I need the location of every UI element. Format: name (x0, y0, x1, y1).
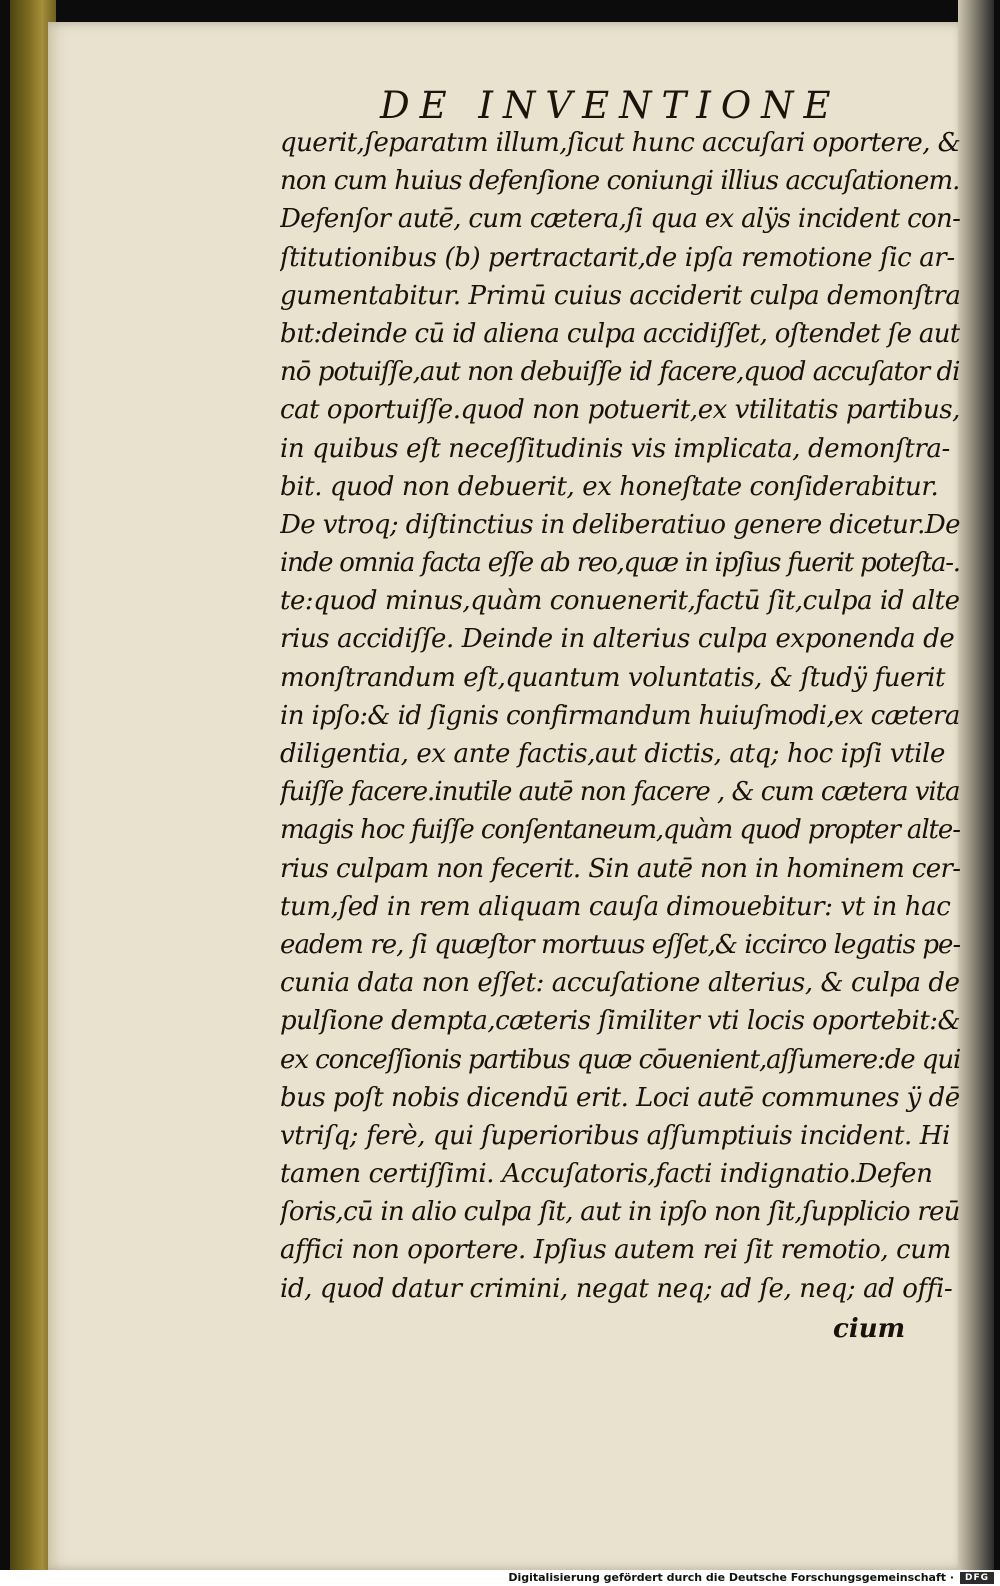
text-line: in quibus eſt neceſſitudinis vis implicata, demonſtra- (280, 433, 950, 464)
text-line: cat oportuiſſe.quod non potuerit,ex vtilitatis partibus, (280, 395, 960, 426)
text-line: rius accidiſſe. Deinde in alterius culpa exponenda de (280, 624, 955, 655)
text-line: inde omnia facta eſſe ab reo,quæ in ipſius fuerit poteſta-. (280, 548, 960, 579)
text-line: Defenſor autē, cum cætera,ſi qua ex alÿs incident con- (280, 204, 960, 235)
text-line: bus poſt nobis dicendū erit. Loci autē communes ÿ dē (280, 1082, 960, 1113)
text-line: diligentia, ex ante factis,aut dictis, atq; hoc ipſi vtile (280, 739, 945, 769)
text-line: gumentabitur. Primū cuius acciderit culpa demonſtra (280, 280, 960, 311)
text-line: ſoris,cū in alio culpa ſit, aut in ipſo non ſit,ſupplicio reū (280, 1197, 960, 1228)
page-fore-edge (958, 0, 994, 1570)
running-head: DE INVENTIONE (380, 84, 841, 127)
text-line: nō potuiſſe,aut non debuiſſe id facere,quod accuſator di (280, 357, 960, 388)
text-line: ſtitutionibus (b) pertractarit,de ipſa remotione ſic ar- (280, 242, 955, 273)
text-line: rius culpam non fecerit. Sin autē non in hominem cer- (280, 853, 960, 884)
text-line: in ipſo:& id ſignis confirmandum huiuſmodi,ex cætera (280, 700, 960, 731)
text-line: ex conceſſionis partibus quæ cōuenient,aſſumere:de qui (280, 1044, 960, 1075)
text-line: vtriſq; ferè, qui ſuperioribus aſſumptiuis incident. Hi (280, 1120, 950, 1151)
text-line: bit. quod non debuerit, ex honeſtate conſiderabitur. (280, 471, 939, 502)
text-line: De vtroq; diſtinctius in deliberatiuo genere dicetur.De (280, 509, 960, 540)
text-line: non cum huius defenſione coniungi illius accuſationem. (280, 166, 960, 197)
catchword: cium (833, 1314, 906, 1344)
text-line: id, quod datur crimini, negat neq; ad ſe, neq; ad offi- (280, 1273, 953, 1304)
text-line: querit,ſeparatım illum,ſicut hunc accuſari oportere, & (280, 128, 960, 158)
text-line: pulſione dempta,cæteris ſimiliter vti locis oportebit:& (280, 1006, 960, 1037)
dfg-logo: DFG (960, 1572, 994, 1584)
text-line: eadem re, ſi quæſtor mortuus eſſet,& iccirco legatis pe- (280, 929, 960, 960)
text-line: fuiſſe facere.inutile autē non facere , & cum cætera vita (280, 777, 960, 808)
text-line: tamen certiſſimi. Accuſatoris,facti indignatio.Defen (280, 1159, 933, 1190)
text-line: tum,ſed in rem aliquam cauſa dimouebitur: vt in hac (280, 891, 951, 922)
body-text (280, 124, 960, 1308)
text-line: monſtrandum eſt,quantum voluntatis, & ſtudÿ fuerit (280, 662, 946, 693)
text-line: cunia data non eſſet: accuſatione alterius, & culpa de (280, 968, 960, 999)
text-line: te:quod minus,quàm conuenerit,factū ſit,culpa id alte (280, 586, 960, 617)
text-line: affici non oportere. Ipſius autem rei ſit remotio, cum (280, 1235, 951, 1266)
text-line: magis hoc fuiſſe conſentaneum,quàm quod propter alte- (280, 815, 960, 846)
text-line: bıt:deinde cū id aliena culpa accidiſſet, oſtendet ſe aut (280, 318, 960, 349)
funding-credit: Digitalisierung gefördert durch die Deutsche Forschungsgemeinschaft · (508, 1571, 954, 1584)
